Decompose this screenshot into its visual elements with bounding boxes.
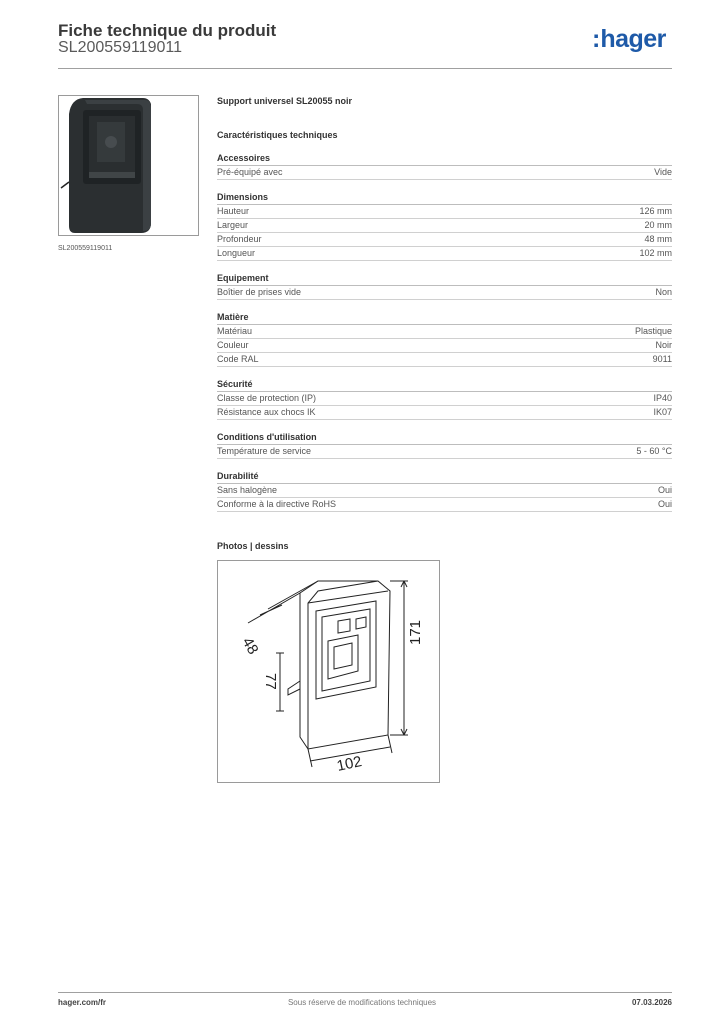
dim-depth-label: 48	[238, 634, 262, 658]
spec-section-title: Dimensions	[217, 192, 672, 205]
spec-row	[217, 166, 672, 180]
spec-section-title: Conditions d'utilisation	[217, 432, 672, 445]
hager-logo: :hager	[592, 25, 666, 53]
dim-side-label: 77	[262, 673, 279, 690]
dim-width-label: 102	[335, 753, 364, 775]
spec-value: Oui	[657, 485, 672, 495]
header-divider	[58, 68, 672, 69]
spec-sections	[217, 153, 672, 512]
spec-section	[217, 379, 672, 420]
spec-value: 48 mm	[644, 234, 672, 244]
spec-row	[217, 247, 672, 261]
footer-website-link[interactable]: hager.com/fr	[58, 998, 107, 1007]
spec-section-title: Accessoires	[217, 153, 672, 166]
spec-row	[217, 392, 672, 406]
spec-label: Sans halogène	[217, 485, 278, 495]
spec-section	[217, 153, 672, 180]
footer-notice: Sous réserve de modifications techniques	[287, 998, 437, 1007]
spec-value: 9011	[652, 354, 672, 364]
spec-section	[217, 432, 672, 459]
footer-date: 07.03.2026	[631, 998, 672, 1007]
spec-label: Pré-équipé avec	[217, 167, 283, 177]
spec-row	[217, 205, 672, 219]
spec-row	[217, 406, 672, 420]
spec-label: Largeur	[217, 220, 249, 230]
spec-row	[217, 219, 672, 233]
spec-row	[217, 484, 672, 498]
spec-content	[217, 95, 672, 512]
spec-row	[217, 353, 672, 367]
product-photo-caption: SL200559119011	[58, 245, 113, 252]
page-title: Fiche technique du produit	[58, 21, 277, 40]
product-photo	[58, 95, 199, 236]
spec-label: Couleur	[217, 340, 249, 350]
dimension-drawing	[217, 560, 440, 783]
spec-section-title: Matière	[217, 312, 672, 325]
spec-value: 5 - 60 °C	[636, 446, 672, 456]
spec-value: 126 mm	[639, 206, 672, 216]
spec-row	[217, 286, 672, 300]
spec-label: Hauteur	[217, 206, 250, 216]
spec-value: 20 mm	[644, 220, 672, 230]
spec-row	[217, 498, 672, 512]
logo-text: hager	[600, 25, 666, 53]
characteristics-title: Caractéristiques techniques	[217, 130, 338, 140]
footer-divider	[58, 992, 672, 993]
dim-height-label: 171	[407, 619, 424, 645]
spec-label: Code RAL	[217, 354, 259, 364]
spec-value: Oui	[657, 499, 672, 509]
spec-label: Profondeur	[217, 234, 262, 244]
spec-label: Boîtier de prises vide	[217, 287, 302, 297]
spec-section-title: Durabilité	[217, 471, 672, 484]
spec-value: 102 mm	[639, 248, 672, 258]
spec-value: Vide	[654, 167, 672, 177]
spec-value: IK07	[653, 407, 672, 417]
spec-label: Classe de protection (IP)	[217, 393, 317, 403]
spec-section	[217, 312, 672, 367]
spec-value: Noir	[655, 340, 672, 350]
photos-title: Photos | dessins	[217, 541, 289, 551]
spec-section	[217, 471, 672, 512]
spec-row	[217, 233, 672, 247]
spec-row	[217, 445, 672, 459]
spec-row	[217, 325, 672, 339]
spec-section-title: Equipement	[217, 273, 672, 286]
spec-value: Plastique	[634, 326, 672, 336]
spec-label: Longueur	[217, 248, 256, 258]
spec-section	[217, 273, 672, 300]
spec-section	[217, 192, 672, 261]
product-name: Support universel SL20055 noir	[217, 96, 353, 106]
product-reference: SL200559119011	[58, 39, 182, 56]
spec-value: Non	[655, 287, 672, 297]
spec-label: Température de service	[217, 446, 312, 456]
spec-label: Matériau	[217, 326, 253, 336]
spec-value: IP40	[653, 393, 672, 403]
spec-label: Conforme à la directive RoHS	[217, 499, 337, 509]
spec-label: Résistance aux chocs IK	[217, 407, 316, 417]
spec-section-title: Sécurité	[217, 379, 672, 392]
spec-row	[217, 339, 672, 353]
